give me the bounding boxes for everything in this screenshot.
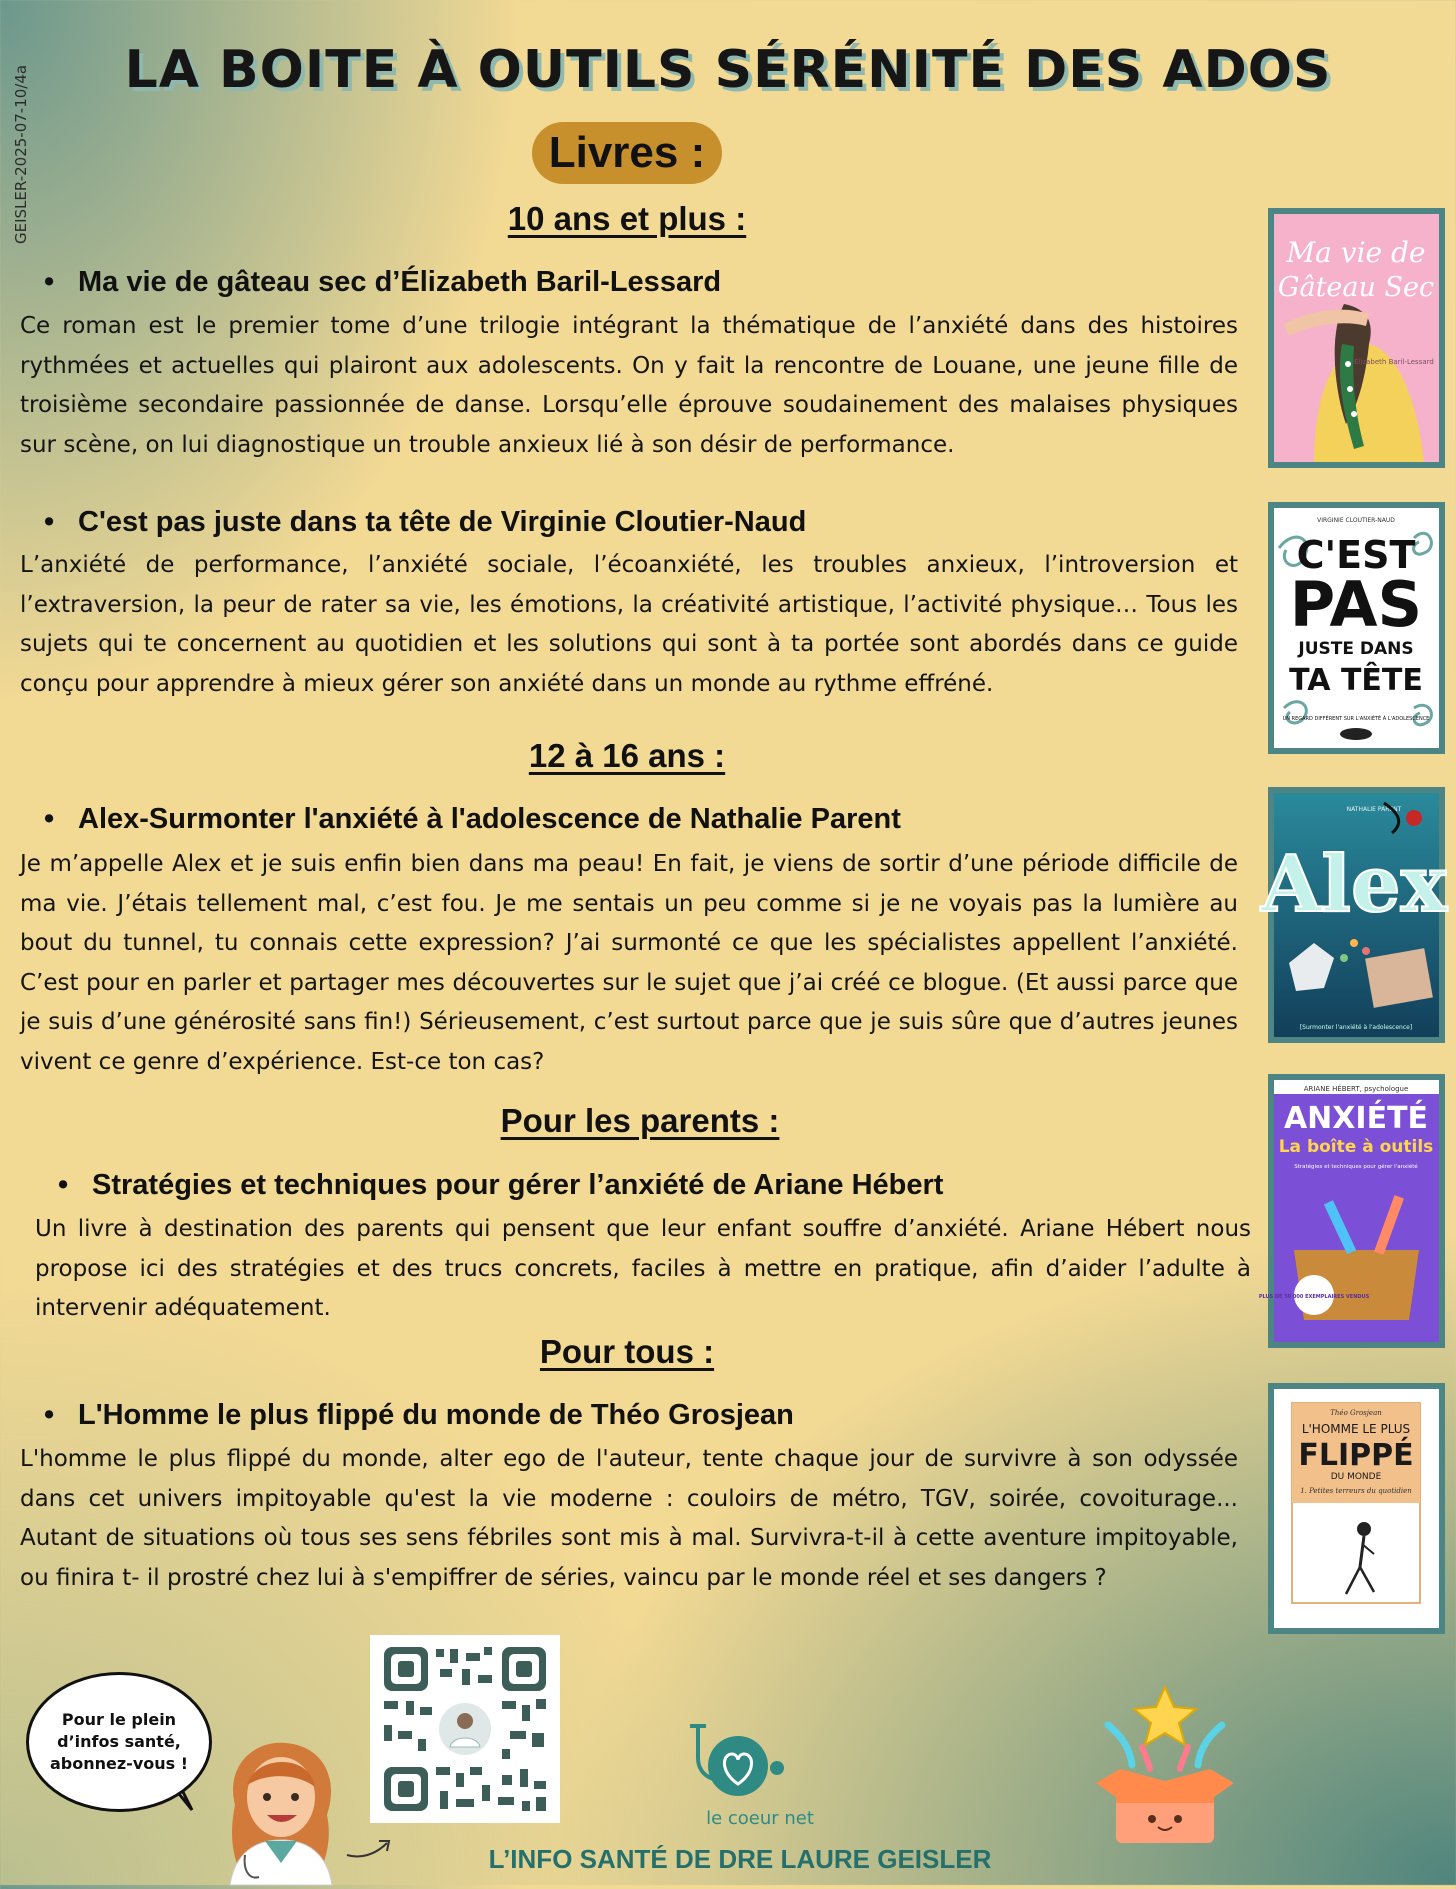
arrow-icon (345, 1835, 395, 1861)
cover-author: NATHALIE PARENT (1346, 806, 1402, 813)
cover-title-line: JUSTE DANS (1298, 639, 1414, 659)
book-cover-anxiete-boite-a-outils (1258, 1074, 1445, 1348)
document-code: GEISLER-2025-07-10/4a (12, 64, 30, 244)
cover-tagline: Stratégies et techniques pour gérer l'anxiété (1294, 1164, 1418, 1170)
brand-name: le coeur net (706, 1808, 814, 1829)
book-description: L'homme le plus flippé du monde, alter ego de l'auteur, tente chaque jour de survivre à son odyssée dans cet univers impitoyable qu'est la vie moderne : couloirs de métro, TGV, soirée, covoiturage... Autant de situations où tous ses sens fébriles sont mis à mal. Survivra-t-il à cette aventure impitoyable, ou finira t- il prostré chez lui à s'empiffrer de séries, vaincu par le monde réel et ses dangers ? (20, 1446, 1238, 1591)
cover-tagline: [Surmonter l'anxiété à l'adolescence] (1299, 1024, 1413, 1031)
book-title-text: Ma vie de gâteau sec d’Élizabeth Baril-Lessard (78, 266, 722, 298)
gift-box-icon (1090, 1685, 1240, 1845)
cover-tagline: UN REGARD DIFFÉRENT SUR L'ANXIÉTÉ À L'ADOLESCENCE (1282, 716, 1430, 722)
cover-author: VIRGINIE CLOUTIER-NAUD (1317, 517, 1395, 524)
book-title: • Ma vie de gâteau sec d’Élizabeth Baril-Lessard (44, 266, 722, 298)
book-description: Un livre à destination des parents qui pensent que leur enfant souffre d’anxiété. Ariane Hébert nous propose ici des stratégies et des trucs concrets, faciles à mettre en pratique, afin d’aider l’adulte à intervenir adéquatement. (35, 1216, 1251, 1321)
cover-author: Élizabeth Baril-Lessard (1354, 358, 1434, 366)
book-cover-ma-vie-de-gateau-sec (1268, 208, 1445, 468)
cover-illustration (1258, 1080, 1439, 1342)
cover-illustration (1260, 793, 1448, 1037)
book-title-text: C'est pas juste dans ta tête de Virginie Cloutier-Naud (78, 506, 807, 538)
cover-author: ARIANE HÉBERT, psychologue (1303, 1085, 1409, 1093)
book-title-text: L'Homme le plus flippé du monde de Théo Grosjean (78, 1399, 794, 1431)
book-title-text: Alex-Surmonter l'anxiété à l'adolescence de Nathalie Parent (78, 803, 901, 835)
stethoscope-heart-logo (680, 1718, 790, 1810)
category-pill: Livres : (532, 122, 722, 184)
qr-code-pattern (370, 1635, 560, 1823)
cover-title-line: DU MONDE (1330, 1472, 1382, 1482)
speech-bubble: Pour le plein d’infos santé, abonnez-vous ! (26, 1672, 212, 1812)
book-title: • L'Homme le plus flippé du monde de Théo Grosjean (44, 1399, 794, 1431)
book-description: L’anxiété de performance, l’anxiété sociale, l’écoanxiété, les troubles anxieux, l’introversion et l’extraversion, la peur de rater sa vie, les émotions, la créativité artistique, l’activité physique… Tous les sujets qui te concernent au quotidien et les solutions qui sont à ta portée sont abordés dans ce guide conçu pour apprendre à mieux gérer son anxiété dans un monde au rythme effréné. (20, 552, 1238, 697)
cover-illustration (1274, 1389, 1439, 1628)
cover-title-line: FLIPPÉ (1298, 1438, 1414, 1473)
cover-title-line: Gâteau Sec (1277, 272, 1435, 303)
cover-badge: PLUS DE 50 000 EXEMPLAIRES VENDUS (1258, 1294, 1370, 1300)
cover-title-line: Alex (1260, 839, 1448, 930)
cover-illustration (1274, 214, 1439, 462)
footer-text: L’INFO SANTÉ DE DRE LAURE GEISLER (488, 1844, 992, 1874)
book-cover-homme-le-plus-flippe (1268, 1383, 1445, 1634)
section-heading-tous: Pour tous : (539, 1333, 715, 1370)
cover-title-line: C'EST (1296, 533, 1416, 577)
section-heading-10-plus: 10 ans et plus : (507, 200, 747, 237)
avatar-illustration (215, 1735, 345, 1885)
book-description: Ce roman est le premier tome d’une trilogie intégrant la thématique de l’anxiété dans des histoires rythmées et actuelles qui plairont aux adolescents. On y fait la rencontre de Louane, une jeune fille de troisième secondaire passionnée de danse. Lorsqu’elle éprouve soudainement des malaises physiques sur scène, on lui diagnostique un trouble anxieux lié à son désir de performance. (20, 313, 1238, 458)
book-description: Je m’appelle Alex et je suis enfin bien dans ma peau! En fait, je viens de sortir d’une période difficile de ma vie. J’étais tellement mal, c’est fou. Je me sentais un peu comme si je ne voyais pas la lumière au bout du tunnel, tu connais cette expression? J’ai surmonté ce que les spécialistes appellent l’anxiété. C’est pour en parler et partager mes découvertes sur le sujet que j’ai créé ce blogue. (Et aussi parce que je suis d’une générosité sans fin!) Sérieusement, c’est surtout parce que je suis sûre que d’autres jeunes vivent ce genre d’expérience. Est-ce ton cas? (20, 851, 1238, 1075)
book-cover-alex (1260, 787, 1448, 1043)
cover-author: Théo Grosjean (1330, 1409, 1382, 1417)
cover-title-line: Ma vie de (1286, 236, 1426, 269)
cover-illustration (1274, 508, 1439, 748)
book-title: • Alex-Surmonter l'anxiété à l'adolescence de Nathalie Parent (44, 803, 901, 835)
section-heading-parents: Pour les parents : (500, 1102, 780, 1139)
cover-title-line: TA TÊTE (1289, 663, 1423, 698)
book-title: • Stratégies et techniques pour gérer l’anxiété de Ariane Hébert (58, 1169, 944, 1201)
cover-title-line: ANXIÉTÉ (1283, 1101, 1429, 1136)
section-heading-12-16: 12 à 16 ans : (528, 737, 726, 774)
book-title-text: Stratégies et techniques pour gérer l’anxiété de Ariane Hébert (92, 1169, 944, 1201)
book-cover-cest-pas-juste-dans-ta-tete (1268, 502, 1445, 754)
cover-title-line: L'HOMME LE PLUS (1301, 1422, 1411, 1436)
qr-code[interactable] (370, 1635, 560, 1823)
cover-title-line: PAS (1289, 568, 1423, 641)
book-title: • C'est pas juste dans ta tête de Virginie Cloutier-Naud (44, 506, 807, 538)
page-title: LA BOITE À OUTILS SÉRÉNITÉ DES ADOS (124, 40, 1332, 100)
cover-tagline: 1. Petites terreurs du quotidien (1300, 1487, 1412, 1495)
cover-title-line: La boîte à outils (1278, 1137, 1434, 1157)
doctor-avatar (215, 1735, 345, 1885)
